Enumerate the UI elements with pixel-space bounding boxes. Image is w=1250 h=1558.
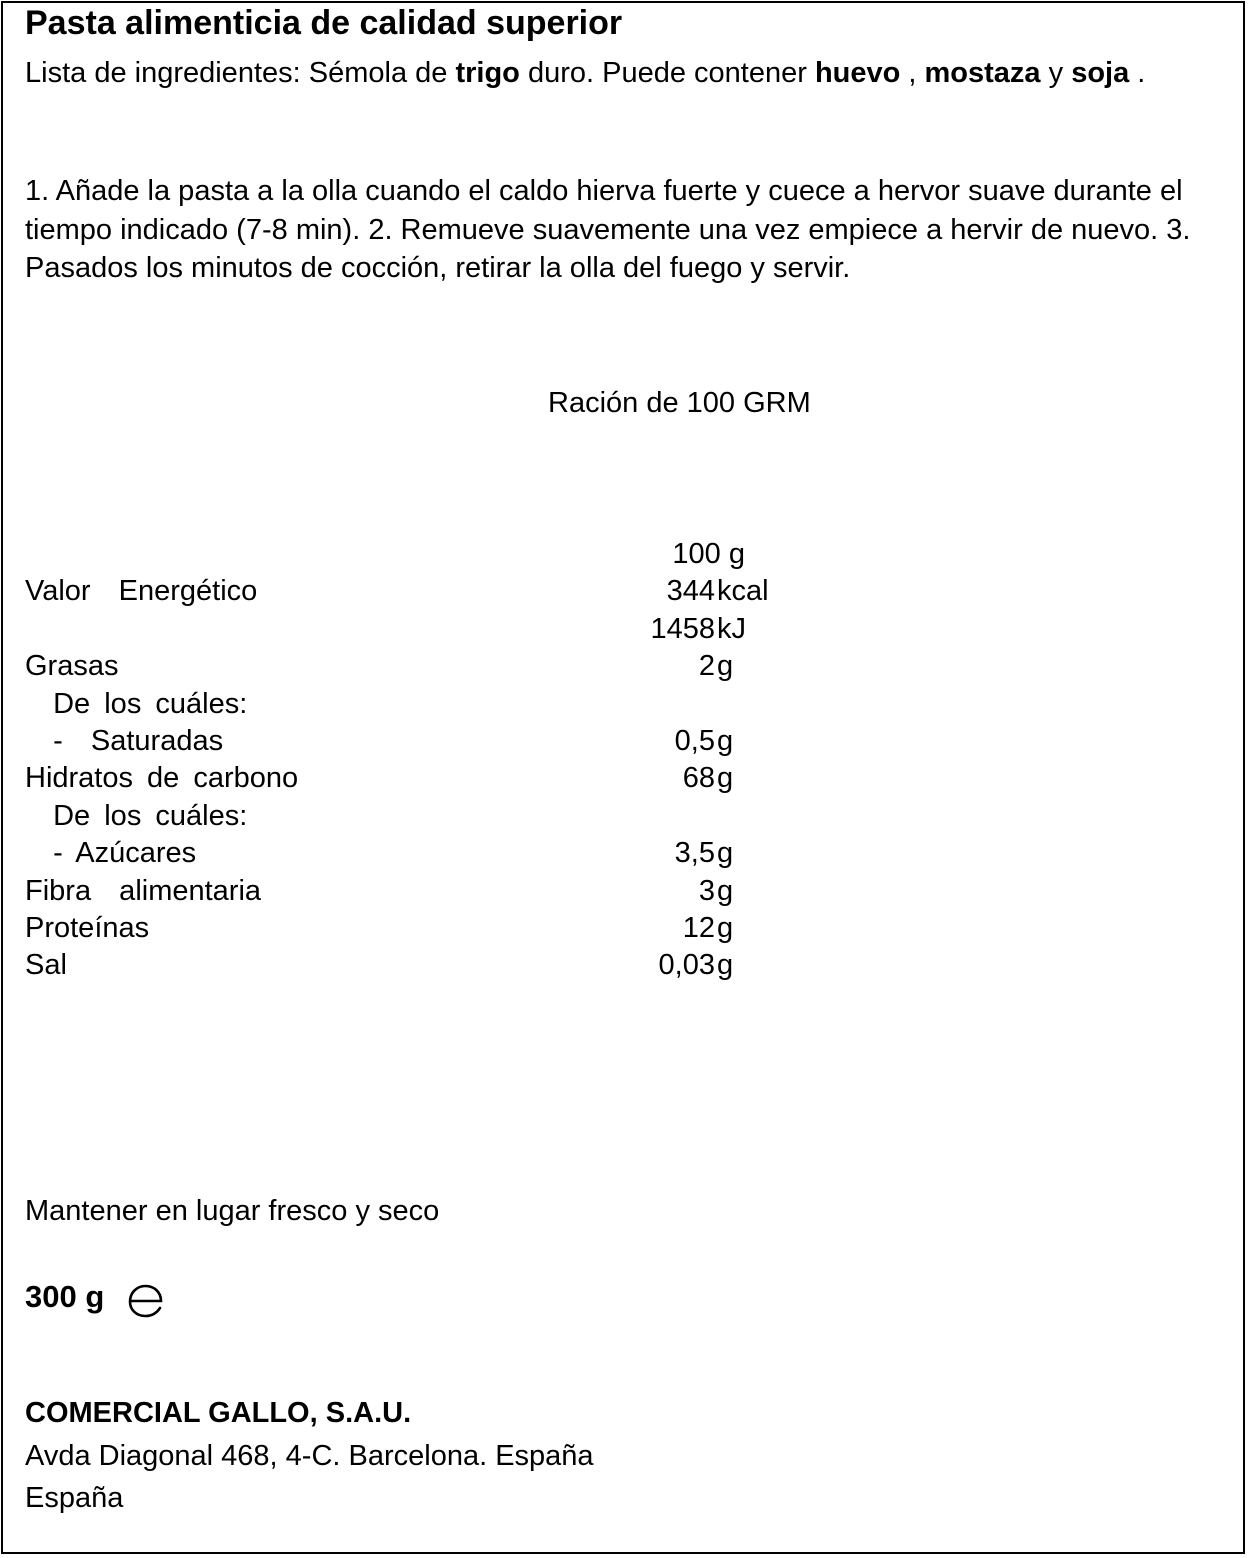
- nutrition-row: [25, 947, 825, 984]
- nutrient-label: - Saturadas: [25, 724, 224, 757]
- nutrient-label: - Azúcares: [25, 837, 197, 870]
- nutrient-label: De los cuáles:: [25, 799, 248, 832]
- allergen-huevo: huevo: [814, 57, 901, 89]
- nutrient-unit: g: [717, 874, 734, 907]
- nutrient-value: 68: [682, 762, 715, 795]
- nutrient-value: 344: [666, 575, 715, 608]
- nutrient-label: Sal: [25, 949, 67, 982]
- nutrient-value: 0,03: [658, 949, 715, 982]
- nutrition-row: [25, 910, 825, 947]
- nutrient-value: 0,5: [674, 724, 715, 757]
- nutrient-unit: g: [717, 911, 734, 944]
- nutrient-label: Grasas: [25, 650, 119, 683]
- nutrient-unit: g: [717, 949, 734, 982]
- nutrition-row: [25, 798, 825, 835]
- nutrient-label: Hidratos de carbono: [25, 762, 299, 795]
- nutrition-row: [25, 760, 825, 797]
- company-name: COMERCIAL GALLO, S.A.U.: [25, 1397, 412, 1429]
- nutrient-unit: g: [717, 837, 734, 870]
- nutrient-unit: g: [717, 724, 734, 757]
- allergen-soja: soja: [1071, 57, 1130, 89]
- nutrition-header-row: [25, 536, 825, 573]
- nutrition-row: [25, 648, 825, 685]
- company-country: España: [25, 1482, 124, 1514]
- nutrient-unit: kcal: [717, 575, 769, 608]
- nutrient-label: De los cuáles:: [25, 687, 248, 720]
- nutrition-row: [25, 835, 825, 872]
- nutrient-value: 1458: [650, 612, 715, 645]
- nutrient-value: 12: [682, 911, 715, 944]
- product-title: Pasta alimenticia de calidad superior: [25, 4, 623, 42]
- nutrient-unit: kJ: [717, 612, 746, 645]
- nutrition-row: [25, 573, 825, 610]
- nutrition-row: [25, 611, 825, 648]
- e-mark-icon: [127, 1283, 165, 1319]
- nutrition-row: [25, 873, 825, 910]
- nutrient-value: 2: [698, 650, 715, 683]
- nutrient-unit: g: [717, 762, 734, 795]
- storage-instructions: Mantener en lugar fresco y seco: [25, 1195, 440, 1227]
- cooking-instructions: 1. Añade la pasta a la olla cuando el caldo hierva fuerte y cuece a hervor suave durante el tiempo indicado (7-8 min). 2. Remueve suavemente una vez empiece a hervir de nuevo. 3. Pasados los minutos de cocción, retirar la olla del fuego y servir.: [25, 175, 1191, 284]
- nutrition-rows: [25, 573, 825, 984]
- nutrition-header-value: 100 g: [672, 538, 745, 570]
- nutrition-row: [25, 686, 825, 723]
- company-address: Avda Diagonal 468, 4-C. Barcelona. España: [25, 1440, 594, 1472]
- allergen-trigo: trigo: [455, 57, 520, 89]
- nutrition-table: [25, 536, 825, 985]
- nutrient-label: Valor Energético: [25, 575, 258, 608]
- allergen-mostaza: mostaza: [924, 57, 1041, 89]
- nutrient-label: Fibra alimentaria: [25, 874, 262, 907]
- nutrient-value: 3,5: [674, 837, 715, 870]
- nutrient-value: 3: [698, 874, 715, 907]
- nutrient-unit: g: [717, 650, 734, 683]
- ingredients-list: Lista de ingredientes: Sémola de trigo duro. Puede contener huevo , mostaza y soja .: [25, 57, 1146, 89]
- net-weight: 300 g: [25, 1279, 105, 1314]
- serving-size: Ración de 100 GRM: [548, 387, 811, 419]
- nutrient-label: Proteínas: [25, 911, 150, 944]
- nutrition-row: [25, 723, 825, 760]
